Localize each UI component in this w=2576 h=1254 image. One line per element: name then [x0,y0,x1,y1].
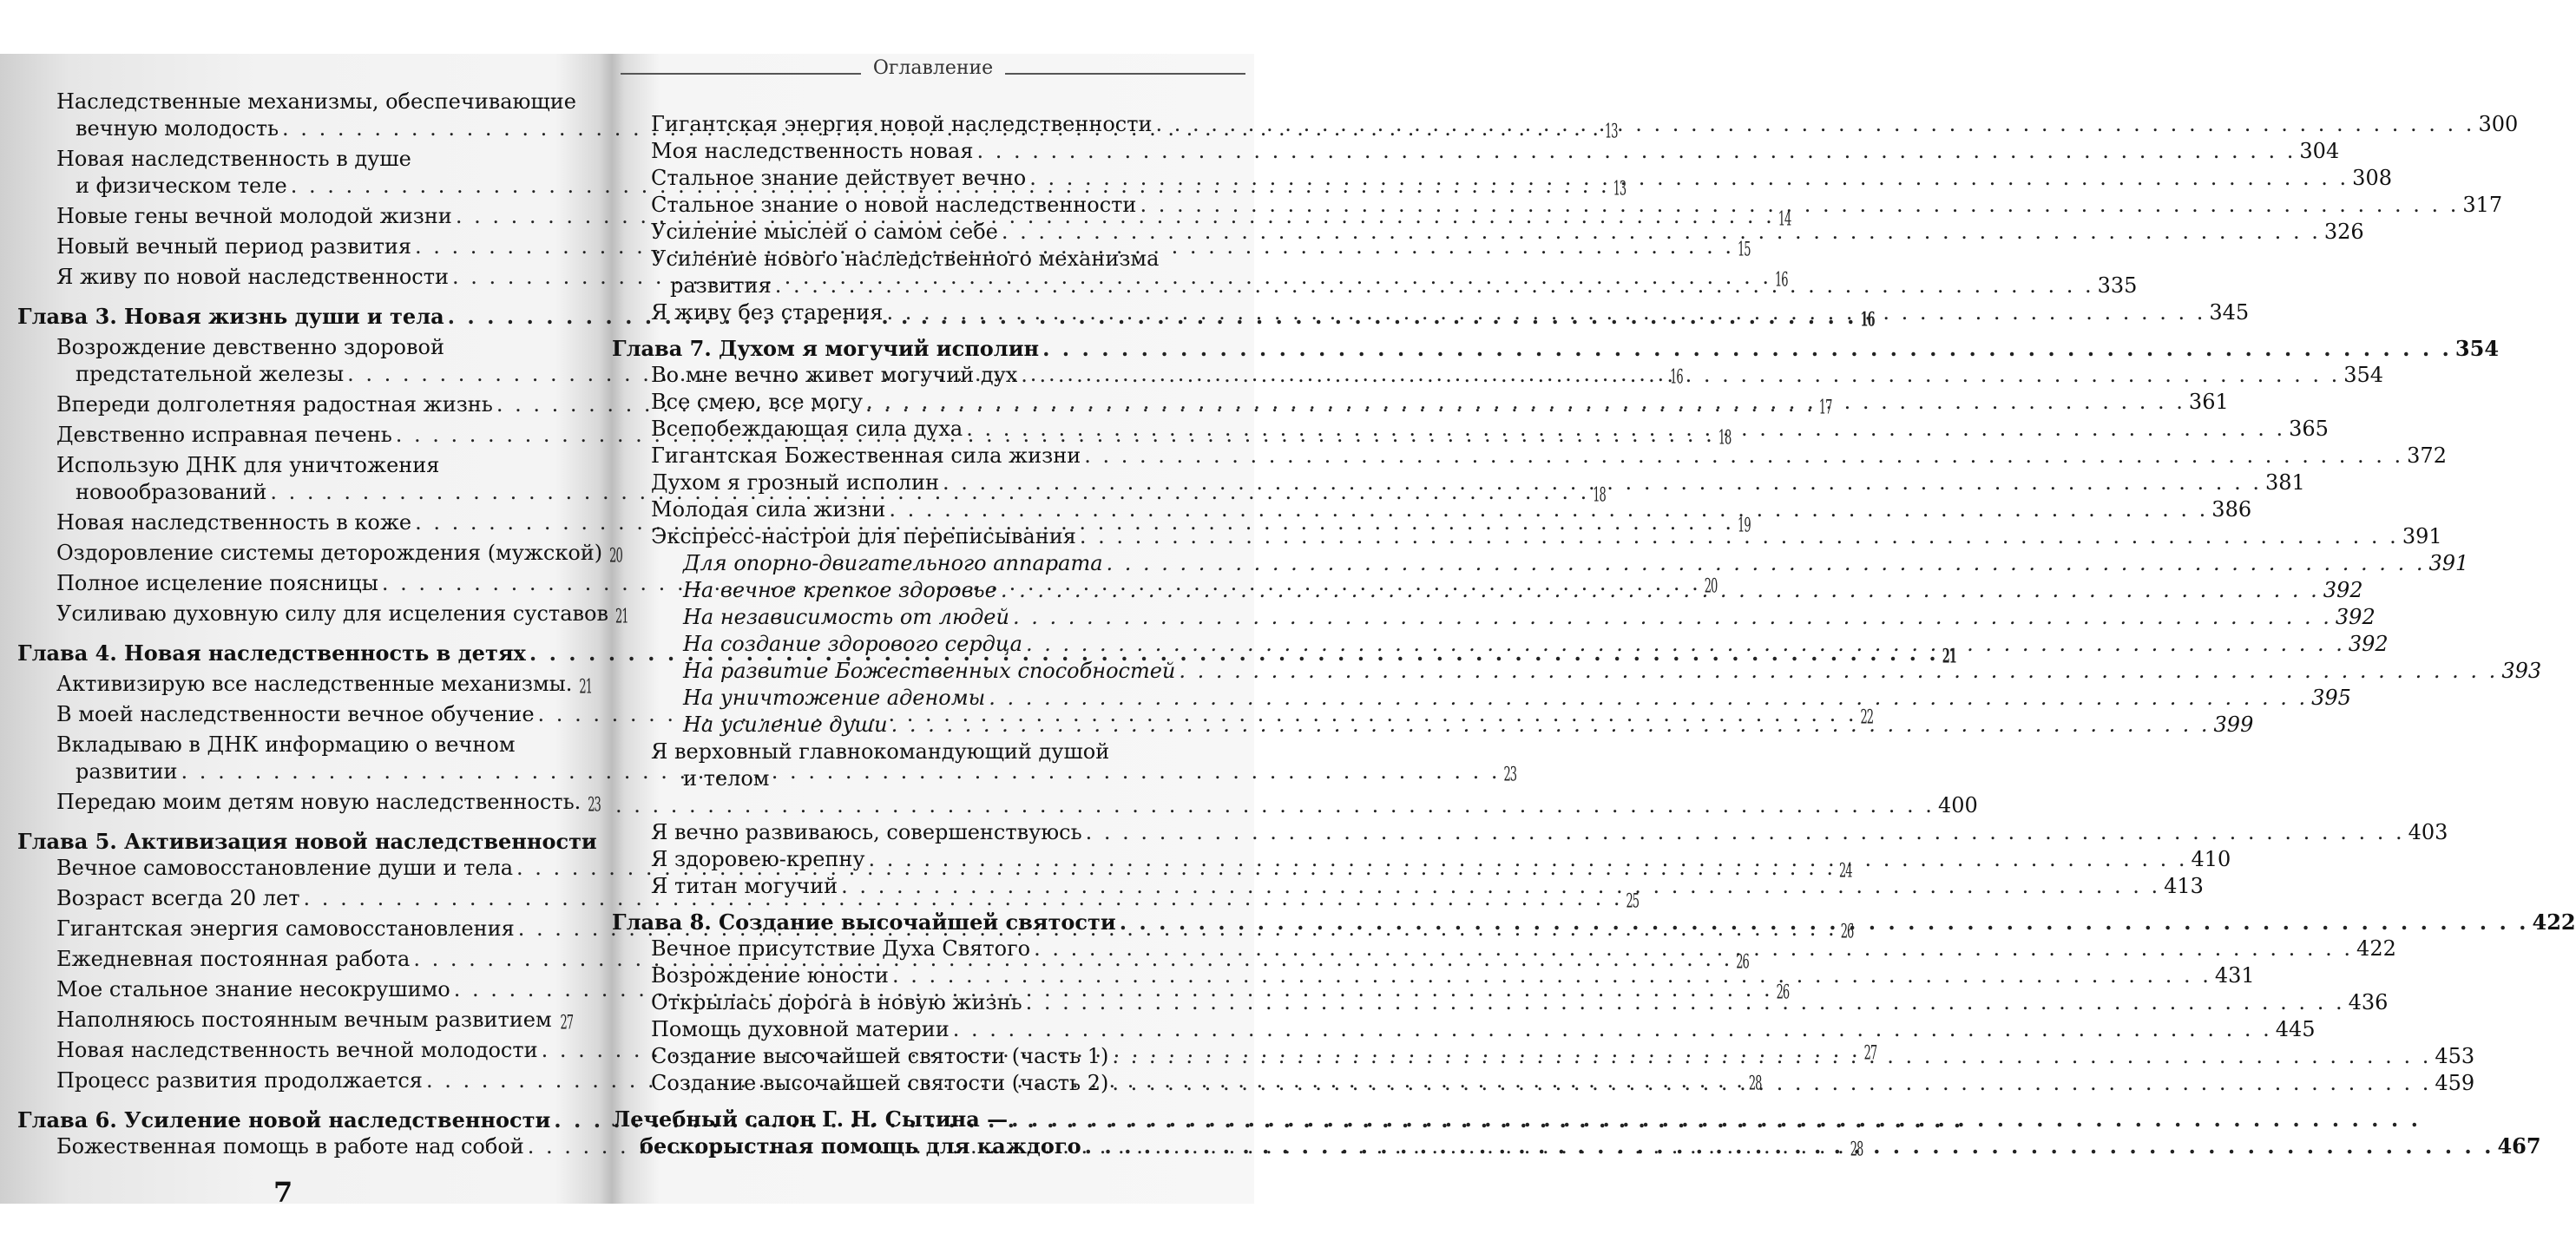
toc-entry [17,540,622,570]
toc-leader-dots [989,685,2308,712]
toc-entry-title: Глава 4. Новая наследственность в детях [17,640,526,666]
toc-leader-dots [1002,219,2321,246]
toc-page-number: 392 [2348,632,2389,656]
toc-entry-title: Передаю моим детям новую наследственность. [56,790,582,814]
toc-entry-title: Моя наследственность новая [651,139,974,163]
toc-leader-dots [892,962,2211,989]
toc-page-number: 317 [2462,193,2503,217]
toc-page-number: 395 [2311,686,2351,710]
toc-leader-dots [1112,1070,2431,1097]
toc-entry-title: Усиление нового наследственного механизма [651,246,1160,271]
toc-entry-title: На вечное крепкое здоровье [683,578,997,602]
toc-entry-title: Всепобеждающая сила духа [651,417,963,441]
toc-entry-title: Создание высочайшей святости (часть 1) [651,1044,1109,1068]
toc-leader-dots [1001,577,2320,604]
toc-page-number: 354 [2454,336,2500,361]
toc-page-number: 18 [1593,484,1606,508]
toc-entry-title: Во мне вечно живет могучий дух [651,363,1018,387]
toc-page-number: 431 [2214,963,2255,988]
toc-chapter-entry [612,335,2500,362]
toc-entry-title: вечную молодость [76,116,279,141]
toc-page-number: 16 [1774,269,1788,292]
toc-leader-dots [1140,192,2459,219]
toc-entry-title: Использую ДНК для уничтожения [56,453,440,477]
toc-page-number: 21 [1942,646,1956,669]
toc-page-number: 308 [2352,166,2392,190]
toc-entry-title: Глава 6. Усиление новой наследственности [17,1107,551,1133]
toc-leader-dots [1029,165,2349,192]
toc-page-number: 410 [2191,847,2231,871]
toc-entry-title: Все смею, все могу [651,390,863,414]
toc-entry-title: Для опорно-двигательного аппарата [683,551,1103,575]
toc-page-number: 21 [579,676,592,699]
toc-leader-dots [1156,111,2475,138]
toc-entry-title: развитии [76,759,178,784]
toc-entry-title: Новая наследственность в коже [56,510,412,535]
toc-entry-title: На создание здорового сердца [683,632,1022,656]
toc-entry-title: Я титан могучий [651,874,838,898]
toc-page-number: 403 [2408,820,2448,844]
toc-entry [612,739,1239,765]
toc-entry [17,1007,573,1037]
toc-entry-title: Я живу без старения [651,300,884,325]
toc-entry-title: Стальное знание действует вечно [651,166,1027,190]
toc-entry [612,873,2204,900]
toc-entry [612,138,2340,165]
toc-page-number: 16 [1670,366,1683,390]
toc-page-number: 23 [588,794,601,817]
toc-entry-title: Полное исцеление поясницы [56,571,378,595]
toc-leader-dots [889,496,2208,523]
toc-leader-dots [1120,909,2529,936]
toc-entry-title: Глава 7. Духом я могучий исполин [612,336,1040,361]
toc-entry-title: предстательной железы [76,362,345,386]
toc-leader-dots [1026,989,2345,1016]
toc-entry-title: Я живу по новой наследственности [56,265,450,289]
toc-page-number: 381 [2264,470,2305,495]
toc-entry-title: Я верховный главнокомандующий душой [651,739,1110,764]
toc-entry [17,89,576,115]
toc-page-number: 26 [1840,921,1854,944]
toc-leader-dots [1086,819,2405,846]
toc-entry [612,443,2447,469]
header-title: Оглавление [872,56,994,79]
toc-entry-title: Гигантская энергия самовосстановления [56,916,515,941]
toc-entry-title: Вечное присутствие Духа Святого [651,936,1031,961]
toc-entry-title: Открылась дорога в новую жизнь [651,990,1022,1014]
toc-entry [17,452,573,479]
toc-page-number: 26 [1736,951,1749,975]
toc-page-number: 28 [1748,1073,1762,1096]
toc-leader-dots [1085,1133,2494,1159]
toc-page-number: 372 [2407,443,2447,468]
toc-page-number: 392 [2335,605,2376,629]
toc-page-number: 391 [2402,524,2442,548]
toc-page-number: 345 [2209,300,2250,325]
toc-entry-title: Возраст всегда 20 лет [56,886,300,910]
toc-entry [17,601,628,631]
toc-page-number: 436 [2348,990,2389,1014]
toc-entry-title: Глава 8. Создание высочайшей святости [612,909,1116,935]
toc-page-number: 17 [1818,397,1832,420]
toc-leader-dots [891,712,2211,739]
toc-entry-title: Вечное самовосстановление души и тела [56,856,514,880]
toc-leader-dots [775,272,2094,299]
toc-page-number: 16 [1860,309,1875,332]
toc-entry [17,334,573,361]
toc-leader-dots [555,1007,557,1034]
toc-entry [612,1016,2316,1043]
toc-entry-title: Наполняюсь постоянным вечным развитием [56,1008,552,1032]
toc-leader-dots [841,873,2160,900]
toc-leader-dots [615,792,1935,819]
toc-entry-title: На усиление души [683,712,888,737]
toc-entry-title: Впереди долголетняя радостная жизнь [56,392,493,417]
toc-page-number: 361 [2188,390,2229,414]
toc-page-number: 422 [2356,936,2396,961]
toc-entry-title: Активизирую все наследственные механизмы. [56,672,573,696]
toc-entry [612,792,1978,819]
toc-entry-title: На уничтожение аденомы [683,686,986,710]
toc-page-number: 365 [2289,417,2329,441]
toc-leader-dots [886,299,2205,326]
toc-page-number: 393 [2501,659,2542,683]
toc-entry-title: новообразований [76,480,267,504]
toc-entry-title: Гигантская энергия новой наследственности [651,112,1153,136]
toc-leader-dots [953,1016,2272,1043]
toc-entry-title: Я вечно развиваюсь, совершенствуюсь [651,820,1082,844]
toc-entry-title: Возрождение юности [651,963,889,988]
toc-page-number: 413 [2164,874,2204,898]
toc-entry-title: Новые гены вечной молодой жизни [56,204,452,228]
toc-leader-dots [966,416,2285,443]
toc-page-number: 21 [614,606,628,629]
toc-entry-title: и телом [683,766,770,791]
toc-entry [612,192,2503,219]
toc-entry-title: бескорыстная помощь для каждого [640,1133,1081,1159]
toc-entry-title: Наследственные механизмы, обеспечивающие [56,89,576,114]
toc-page-number: 300 [2478,112,2519,136]
toc-entry-title: На развитие Божественных способностей [683,659,1176,683]
toc-page-number: 445 [2275,1017,2316,1041]
toc-entry-title: Вкладываю в ДНК информацию о вечном [56,732,516,757]
toc-entry-title: Усиливаю духовную силу для исцеления суставов [56,601,608,626]
toc-entry-title: Новый вечный период развития [56,234,412,259]
toc-entry-title: Глава 5. Активизация новой наследственности [17,829,597,854]
toc-page-number: 422 [2532,909,2576,935]
header-rule-right [1005,73,1245,75]
toc-page-number: 28 [1850,1139,1863,1162]
toc-entry-title: На независимость от людей [683,605,1009,629]
toc-entry-title: В моей наследственности вечное обучение [56,702,535,726]
toc-entry-title: Процесс развития продолжается [56,1068,423,1093]
toc-page-number: 392 [2323,578,2363,602]
toc-entry [612,685,2351,712]
toc-entry-title: Оздоровление системы деторождения (мужской) [56,541,603,565]
toc-page-number: 25 [1626,890,1640,914]
toc-page-number: 22 [1860,706,1874,730]
toc-page-number: 467 [2497,1133,2541,1159]
toc-leader-dots [1112,1043,2431,1070]
toc-page-number: 18 [1718,427,1732,450]
toc-entry [612,604,2376,631]
toc-page-number: 13 [1604,121,1618,144]
toc-leader-dots [866,389,2185,416]
toc-entry-title: Стальное знание о новой наследственности [651,193,1137,217]
toc-page-number: 20 [1704,575,1718,599]
toc-entry [612,550,2469,577]
toc-chapter-entry [17,828,597,855]
toc-entry [17,146,573,173]
toc-leader-dots [1013,604,2332,631]
running-header [621,54,1245,82]
toc-page-number: 304 [2299,139,2340,163]
book-spread [0,54,2576,1209]
header-rule-left [621,73,861,75]
toc-entry-title: Лечебный салон Г. Н. Сытина — [612,1106,1009,1132]
toc-page-number: 24 [1838,860,1852,883]
toc-leader-dots [1011,1106,2421,1133]
toc-page-number: 15 [1737,239,1751,262]
toc-leader-dots [869,846,2188,873]
toc-entry [17,732,573,758]
toc-chapter-entry [17,1106,573,1133]
toc-entry-title: Новая наследственность вечной молодости [56,1038,538,1062]
toc-entry-title: Ежедневная постоянная работа [56,947,411,971]
toc-page-number: 399 [2213,712,2254,737]
toc-entry-title: Новая наследственность в душе [56,147,411,171]
toc-page-number: 19 [1738,515,1751,538]
toc-page-number: 453 [2435,1044,2475,1068]
toc-leader-dots [1042,335,2452,362]
toc-entry-title: Усиление мыслей о самом себе [651,220,998,244]
toc-page-number: 459 [2435,1071,2475,1095]
toc-page-number: 20 [609,545,622,568]
toc-entry [612,765,1239,792]
toc-leader-dots [976,138,2296,165]
toc-entry [17,789,601,819]
toc-page-number: 391 [2428,551,2469,575]
toc-leader-dots [943,469,2262,496]
toc-leader-dots [1021,362,2340,389]
toc-entry-title: Экспресс-настрои для переписывания [651,524,1076,548]
toc-leader-dots [1107,550,2426,577]
toc-entry-title: Я здоровею-крепну [651,847,865,871]
toc-leader-dots [1026,631,2345,658]
toc-entry-title: Девственно исправная печень [56,423,392,447]
toc-entry [612,819,2448,846]
toc-leader-dots [1080,523,2399,550]
toc-entry-title: Помощь духовной материи [651,1017,950,1041]
toc-entry-title: Возрождение девственно здоровой [56,335,444,359]
toc-entry-title: Божественная помощь в работе над собой [56,1134,524,1159]
toc-entry [17,671,592,701]
page-number: 7 [273,1176,293,1209]
toc-entry-title: Мое стальное знание несокрушимо [56,977,450,1001]
toc-entry-title: Духом я грозный исполин [651,470,940,495]
toc-leader-dots [1034,936,2353,962]
toc-page-number: 27 [1863,1042,1877,1066]
toc-page-number: 386 [2211,497,2252,522]
toc-page-number: 13 [1613,178,1626,201]
toc-page-number: 400 [1937,793,1978,817]
toc-leader-dots [1084,443,2403,469]
toc-entry-title: Создание высочайшей святости (часть 2) [651,1071,1109,1095]
toc-entry-title: Глава 3. Новая жизнь души и тела [17,304,444,329]
toc-entry-title: Гигантская Божественная сила жизни [651,443,1081,468]
toc-entry [612,658,2542,685]
toc-page-number: 27 [560,1012,573,1035]
toc-page-number: 26 [1776,982,1790,1005]
toc-entry [612,246,1239,272]
toc-page-number: 14 [1778,208,1791,232]
toc-entry-title: Молодая сила жизни [651,497,886,522]
toc-page-number: 335 [2097,273,2138,298]
toc-leader-dots [1179,658,2498,685]
toc-page-number: 23 [1503,764,1517,787]
toc-chapter-entry [612,1106,1239,1133]
toc-page-number: 354 [2343,363,2384,387]
toc-entry-title: развития [670,273,772,298]
toc-page-number: 326 [2323,220,2364,244]
toc-entry-title: и физическом теле [76,174,287,198]
toc-entry [612,936,2396,962]
